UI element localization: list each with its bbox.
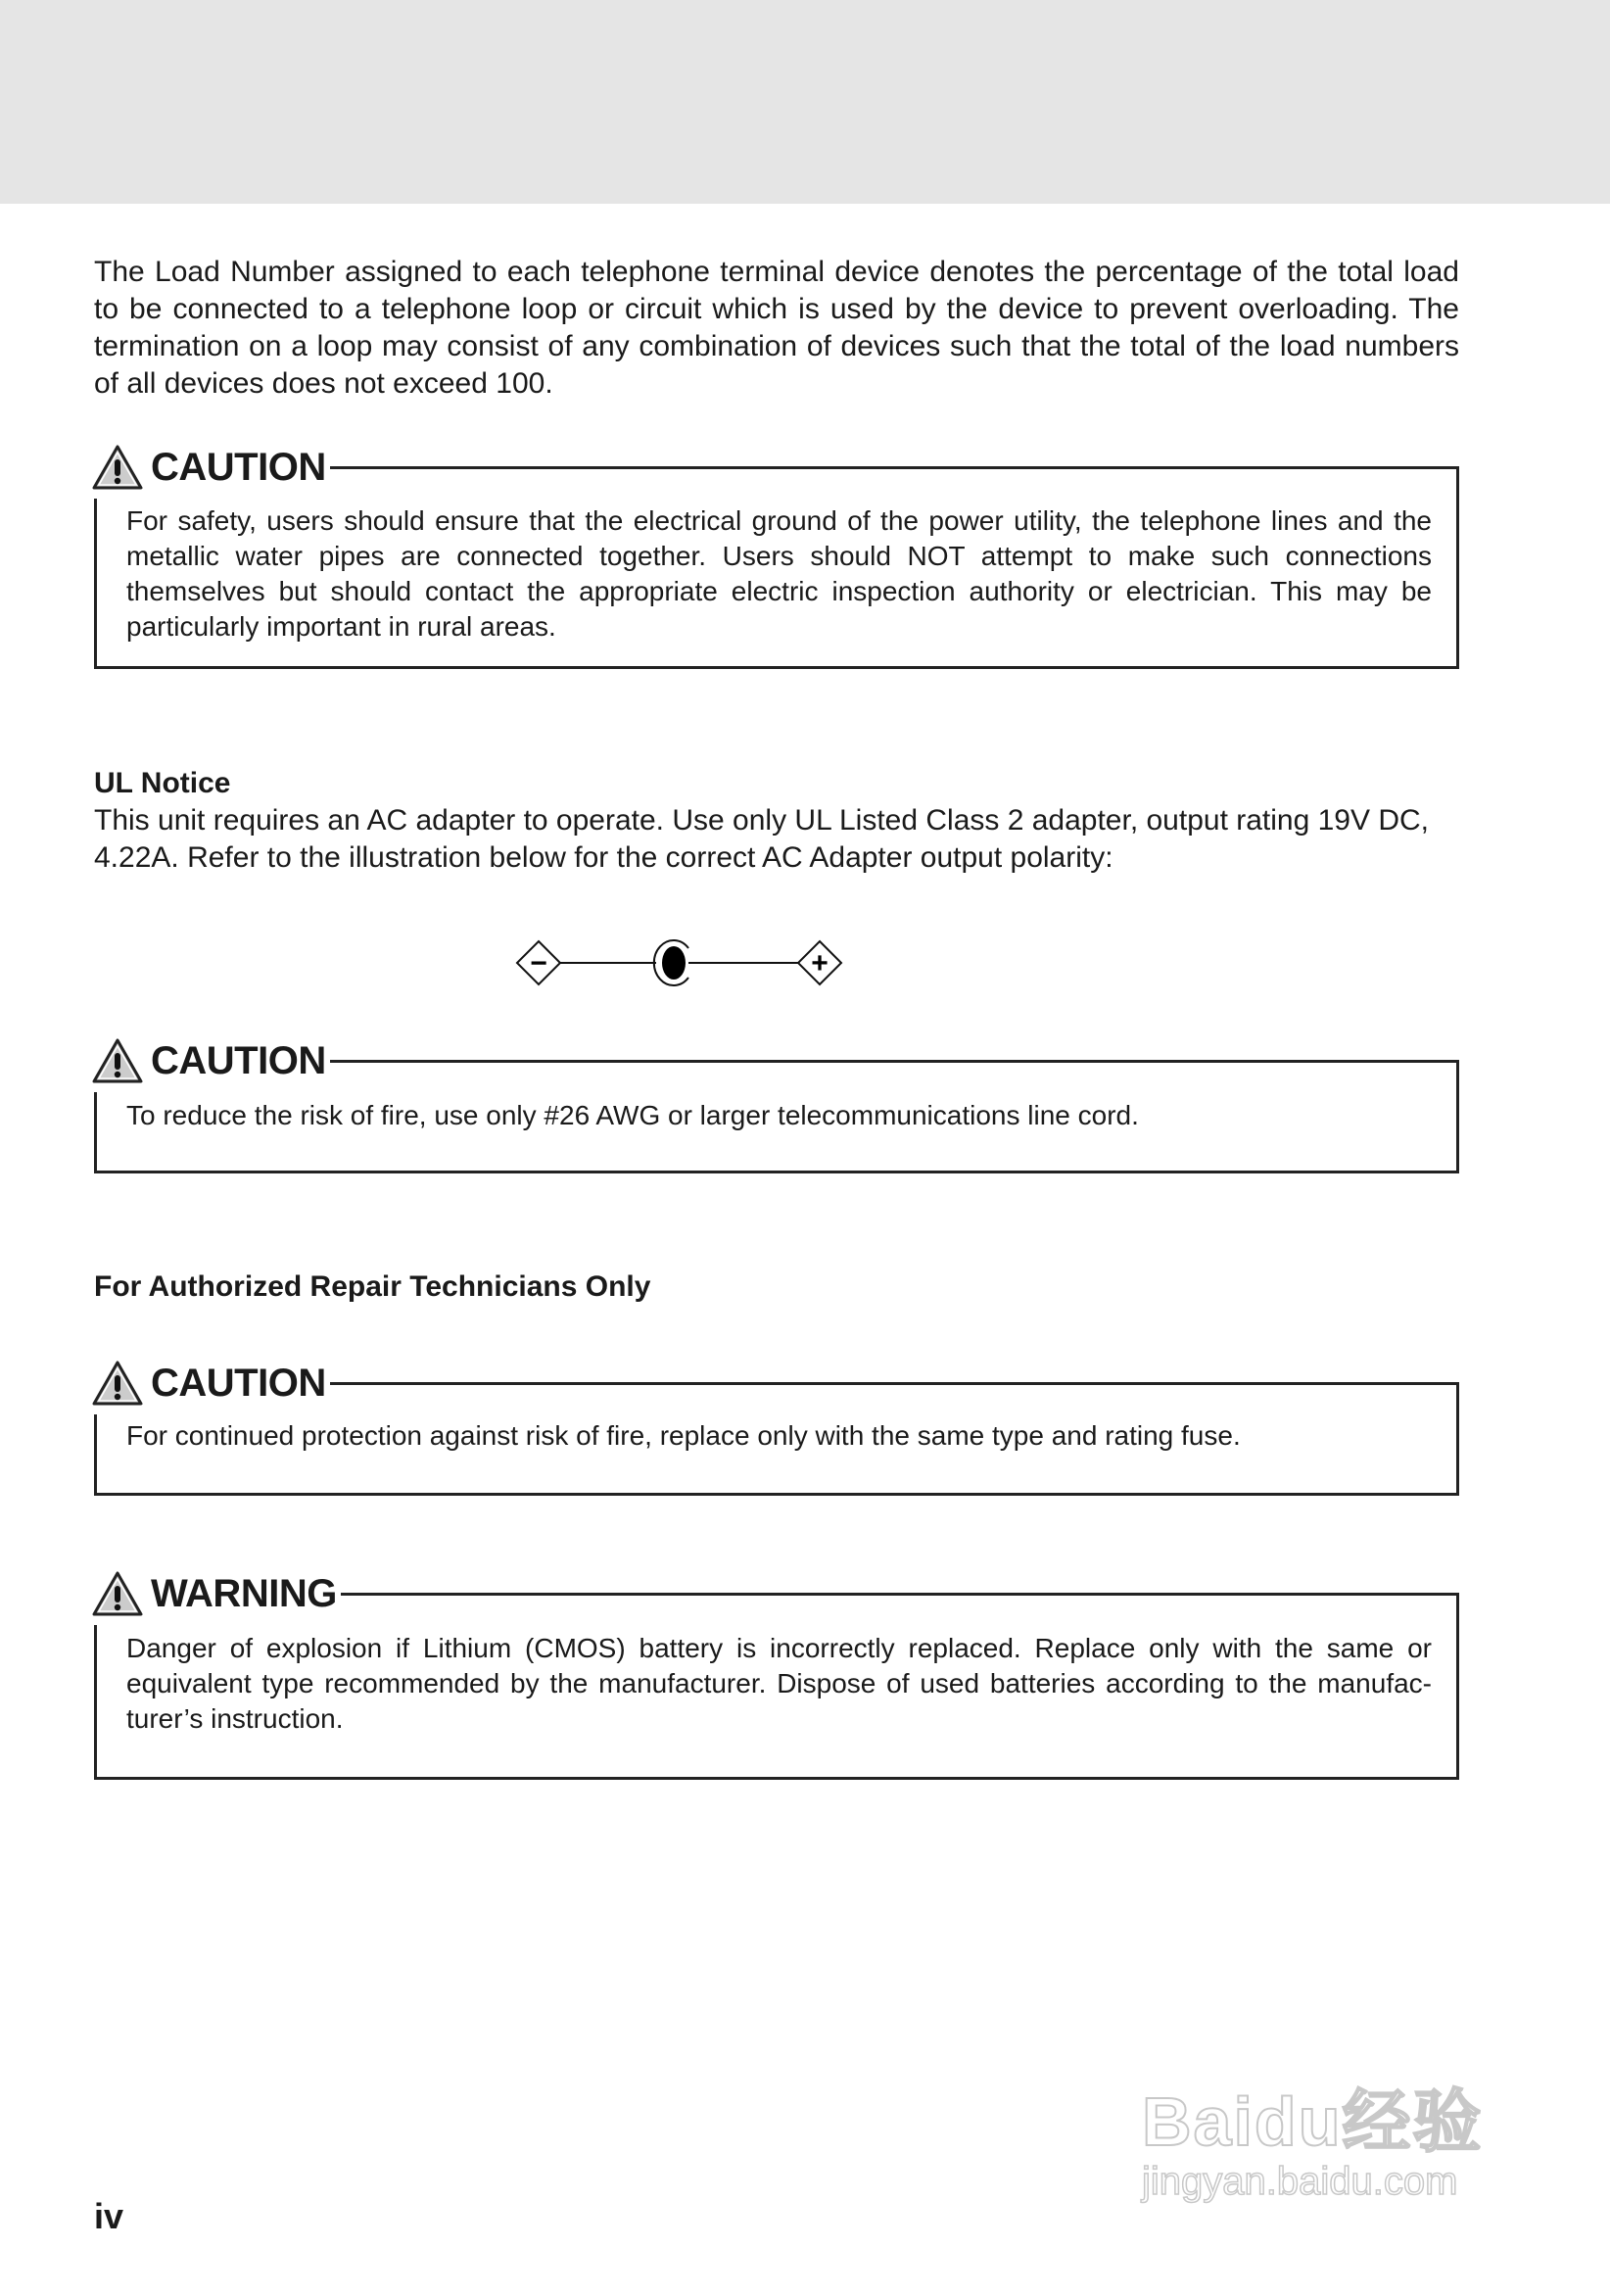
- warning-box-battery: [94, 1562, 1459, 1780]
- ul-notice-heading: UL Notice: [94, 767, 231, 799]
- warning-triangle-icon: [92, 1570, 143, 1617]
- baidu-watermark: [1142, 2067, 1514, 2233]
- warning-text: Danger of explosion if Lithium (CMOS) battery is incorrectly replaced. Replace only with the same or equivalent type recommended by the manufacturer. Dispose of used batteries according to the manufac-turer’s instruction.: [94, 1625, 1459, 1780]
- watermark-url: jingyan.baidu.com: [1142, 2160, 1458, 2203]
- caution-box-grounding: [94, 436, 1459, 669]
- caution-box-fuse: [94, 1352, 1459, 1496]
- watermark-logo: Baidu经验: [1142, 2083, 1484, 2160]
- load-number-paragraph: The Load Number assigned to each telephone terminal device denotes the percentage of the total load to be connected to a telephone loop or circuit which is used by the device to prevent overloading. The termination on a loop may consist of any combination of devices such that the total of the load numbers of all devices does not exceed 100.: [94, 256, 1459, 400]
- warning-title: WARNING: [151, 1571, 337, 1615]
- caution-title: CAUTION: [151, 1361, 326, 1405]
- barrel-connector-icon: [654, 940, 688, 985]
- caution-title: CAUTION: [151, 445, 326, 489]
- svg-text:+: +: [811, 947, 829, 980]
- warning-triangle-icon: [92, 1360, 143, 1407]
- caution-text: For safety, users should ensure that the electrical ground of the power utility, the telephone lines and the metallic water pipes are connected together. Users should NOT attempt to make such connections themselves but should contact the appropriate electric inspection authority or electrician. This may be particularly important in rural areas.: [94, 499, 1459, 669]
- ul-notice-text: This unit requires an AC adapter to operate. Use only UL Listed Class 2 adapter, output rating 19V DC, 4.22A. Refer to the illustration below for the correct AC Adapter output polarity:: [94, 804, 1429, 874]
- svg-text:−: −: [530, 947, 547, 980]
- caution-text: For continued protection against risk of fire, replace only with the same type and rating fuse.: [94, 1414, 1459, 1496]
- caution-box-line-cord: [94, 1029, 1459, 1173]
- page-number: iv: [94, 2196, 124, 2236]
- caution-title: CAUTION: [151, 1038, 326, 1082]
- repair-technicians-heading: For Authorized Repair Technicians Only: [94, 1270, 651, 1303]
- polarity-diagram: [509, 931, 862, 999]
- caution-text: To reduce the risk of fire, use only #26 AWG or larger telecommunications line cord.: [94, 1092, 1459, 1173]
- warning-triangle-icon: [92, 444, 143, 491]
- positive-terminal-icon: [798, 941, 841, 984]
- header-band: [0, 0, 1610, 204]
- negative-terminal-icon: [517, 941, 560, 984]
- warning-triangle-icon: [92, 1037, 143, 1084]
